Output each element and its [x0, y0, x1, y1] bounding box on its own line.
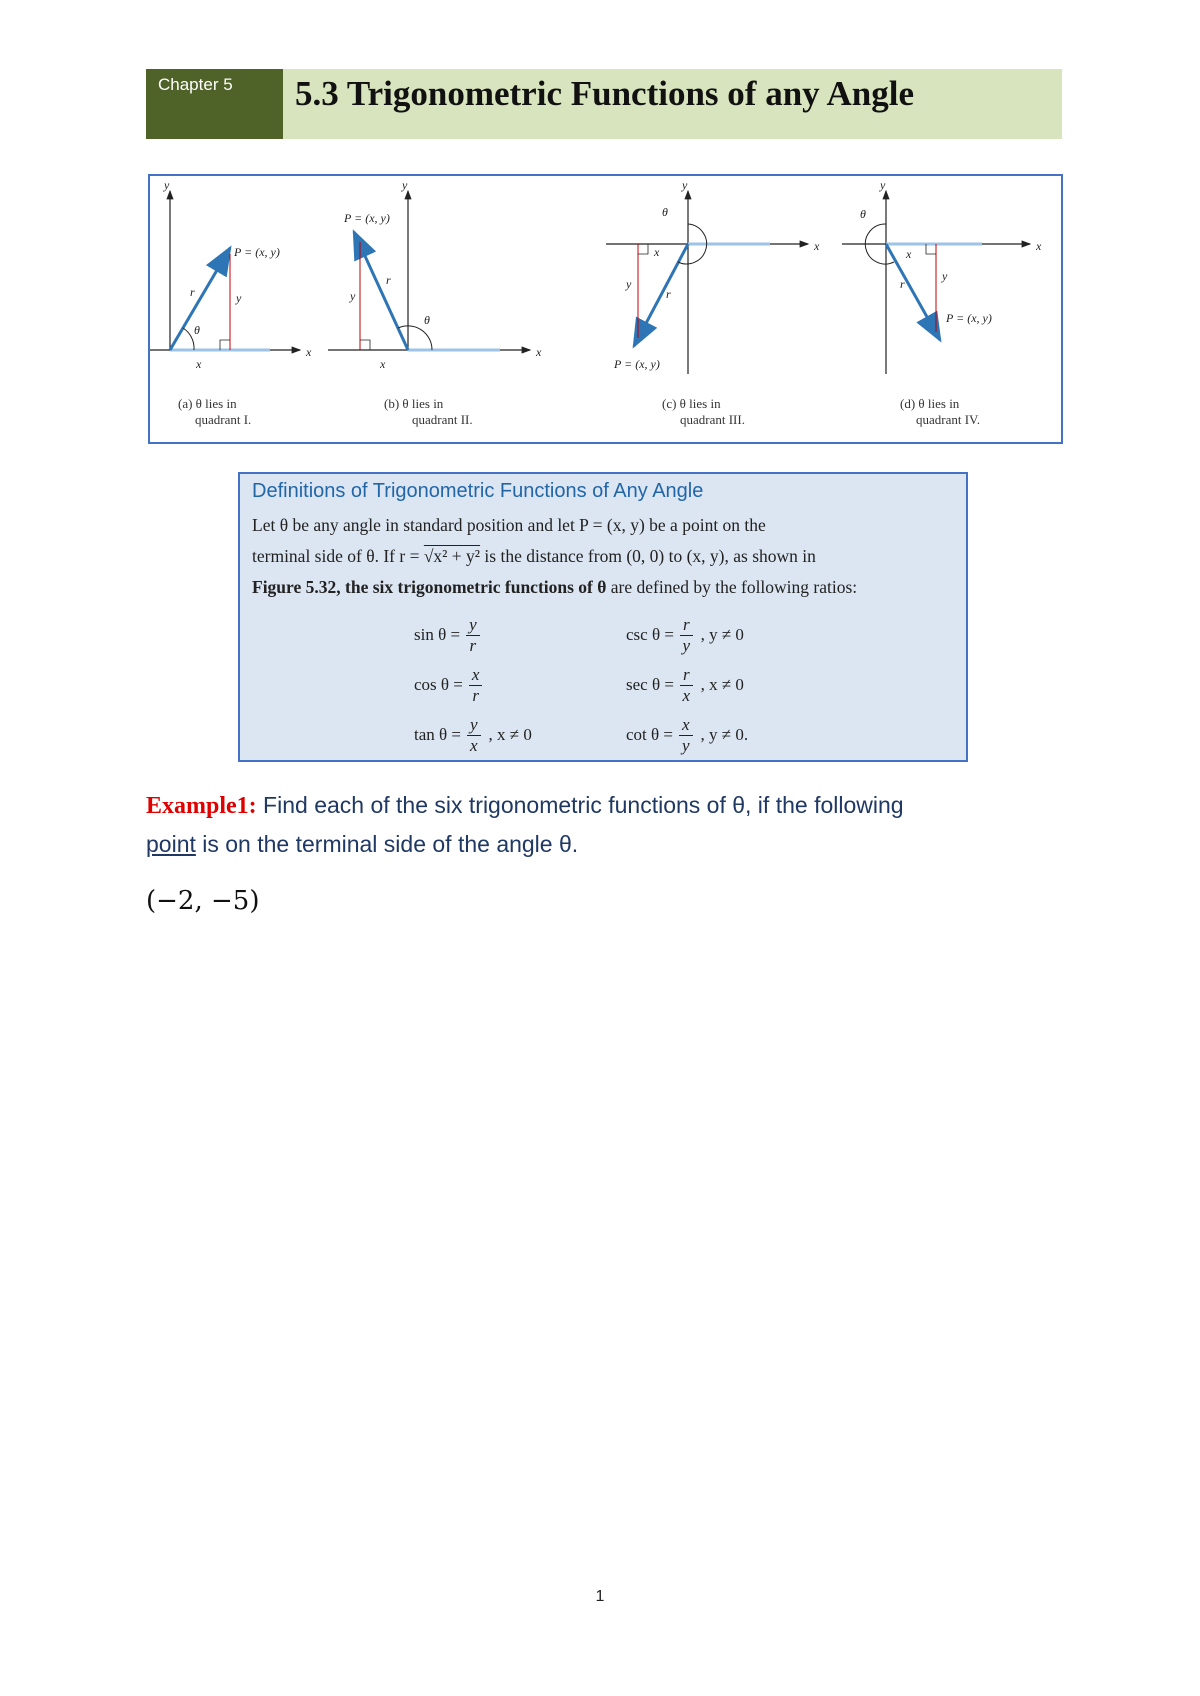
panel-quadrant-3: [606, 178, 820, 427]
panel-quadrant-4: [842, 178, 1042, 427]
example-text-1: Find each of the six trigonometric functions of θ, if the following: [256, 792, 904, 818]
point-label: P = (x, y): [614, 357, 660, 371]
definition-title: Definitions of Trigonometric Functions of Any Angle: [252, 480, 704, 502]
label-x: x: [380, 357, 386, 371]
page-header: [146, 69, 1062, 139]
condition: , y ≠ 0: [700, 625, 744, 644]
terminal-side: [634, 244, 688, 346]
label-theta: θ: [424, 313, 430, 327]
label-x: x: [906, 247, 912, 261]
label-y: y: [942, 269, 948, 283]
example-text-2: is on the terminal side of the angle θ.: [195, 831, 579, 857]
fraction: [680, 665, 693, 706]
point-label: P = (x, y): [946, 311, 992, 325]
label-x-axis: x: [1036, 239, 1042, 253]
terminal-side: [354, 232, 408, 350]
formula-cot: [626, 710, 748, 760]
point-label: P = (x, y): [344, 211, 390, 225]
definition-line-2b: is the distance from (0, 0) to (x, y), as shown in: [480, 546, 816, 566]
figure-reference: Figure 5.32, the six trigonometric functions of θ: [252, 577, 607, 597]
definition-paragraph: [252, 510, 952, 603]
formula-lhs: sec θ =: [626, 675, 674, 694]
title-banner: [283, 69, 1062, 139]
denominator: x: [470, 735, 478, 755]
condition: , x ≠ 0: [700, 675, 744, 694]
label-x-axis: x: [306, 345, 312, 359]
right-angle-mark: [360, 340, 370, 350]
condition: , x ≠ 0: [488, 725, 532, 744]
example-underlined-word: point: [146, 831, 196, 857]
definition-line-1: Let θ be any angle in standard position and let P = (x, y) be a point on the: [252, 515, 766, 535]
quadrant-figure: [148, 174, 1063, 444]
radical-expression: √x² + y²: [423, 546, 481, 566]
label-r: r: [386, 273, 391, 287]
caption-line-2: quadrant I.: [195, 412, 252, 427]
numerator: r: [680, 665, 693, 686]
formula-lhs: csc θ =: [626, 625, 674, 644]
label-theta: θ: [662, 205, 668, 219]
caption-line-2: quadrant III.: [680, 412, 745, 427]
definition-line-2a: terminal side of θ. If r =: [252, 546, 424, 566]
denominator: x: [682, 685, 691, 705]
definition-box: [238, 472, 968, 762]
angle-arc: [183, 328, 194, 350]
label-y-axis: y: [682, 178, 688, 192]
label-x: x: [654, 245, 660, 259]
numerator: x: [469, 665, 483, 686]
terminal-side: [886, 244, 940, 340]
label-x-axis: x: [536, 345, 542, 359]
page-title: 5.3 Trigonometric Functions of any Angle: [295, 74, 914, 113]
label-r: r: [190, 285, 195, 299]
label-y-axis: y: [164, 178, 170, 192]
formula-lhs: cot θ =: [626, 725, 673, 744]
denominator: y: [682, 735, 690, 755]
fraction: [467, 715, 481, 756]
label-y-axis: y: [880, 178, 886, 192]
point-label: P = (x, y): [234, 245, 280, 259]
formula-cos: [414, 660, 490, 710]
definition-line-3b: are defined by the following ratios:: [606, 577, 858, 597]
caption-line-2: quadrant IV.: [916, 412, 981, 427]
denominator: r: [472, 685, 479, 705]
panel-quadrant-2: [328, 178, 542, 427]
formula-lhs: cos θ =: [414, 675, 463, 694]
quadrant-diagrams: [150, 176, 1061, 442]
formula-sec: [626, 660, 744, 710]
page-number: 1: [595, 1588, 605, 1605]
denominator: r: [469, 635, 477, 655]
panel-quadrant-1: [150, 178, 312, 427]
label-y: y: [236, 291, 242, 305]
formula-csc: [626, 610, 744, 660]
label-theta: θ: [194, 323, 200, 337]
label-x: x: [196, 357, 202, 371]
fraction: [466, 615, 480, 656]
fraction: [469, 665, 483, 706]
label-r: r: [900, 277, 905, 291]
formula-lhs: tan θ =: [414, 725, 461, 744]
label-y: y: [626, 277, 632, 291]
example-prompt: [146, 786, 1066, 863]
caption-line-1: (d) θ lies in: [900, 396, 960, 411]
label-r: r: [666, 287, 671, 301]
numerator: y: [467, 715, 481, 736]
label-theta: θ: [860, 207, 866, 221]
example-point: (−2, −5): [146, 886, 260, 916]
numerator: x: [679, 715, 693, 736]
formula-tan: [414, 710, 532, 760]
label-y-axis: y: [402, 178, 408, 192]
label-y: y: [350, 289, 356, 303]
right-angle-mark: [638, 244, 648, 254]
caption-line-1: (b) θ lies in: [384, 396, 444, 411]
caption-line-1: (c) θ lies in: [662, 396, 721, 411]
numerator: r: [680, 615, 693, 636]
denominator: y: [682, 635, 691, 655]
formula-sin: [414, 610, 488, 660]
caption-line-1: (a) θ lies in: [178, 396, 237, 411]
fraction: [680, 615, 693, 656]
condition: , y ≠ 0.: [700, 725, 749, 744]
numerator: y: [466, 615, 480, 636]
caption-line-2: quadrant II.: [412, 412, 473, 427]
fraction: [679, 715, 693, 756]
chapter-label: Chapter 5: [146, 69, 283, 139]
formula-lhs: sin θ =: [414, 625, 461, 644]
example-label: Example1:: [146, 793, 257, 819]
terminal-side: [170, 248, 230, 350]
label-x-axis: x: [814, 239, 820, 253]
